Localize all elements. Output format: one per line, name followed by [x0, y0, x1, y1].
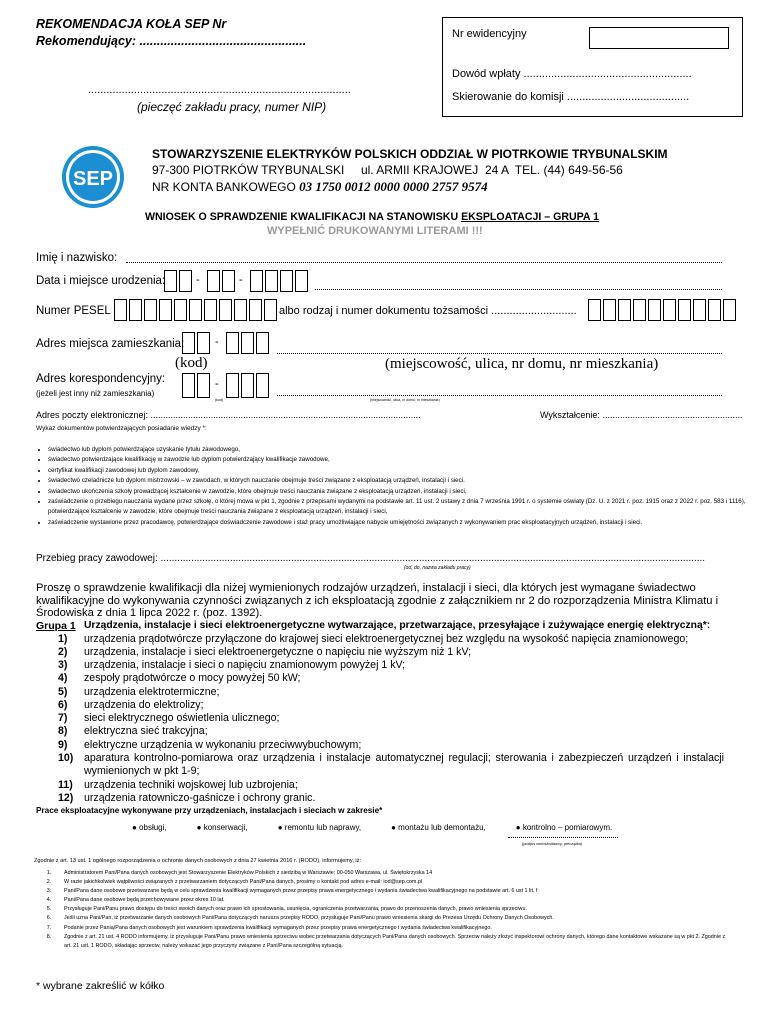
- org-address: 97-300 PIOTRKÓW TRYBUNALSKI ul. ARMII KRAJOWEJ 24 A TEL. (44) 649-56-56: [152, 163, 623, 177]
- group-item-4[interactable]: [34, 672, 724, 685]
- org-name: STOWARZYSZENIE ELEKTRYKÓW POLSKICH ODDZIAŁ W PIOTRKOWIE TRYBUNALSKIM: [152, 147, 668, 161]
- document-item: • certyfikat kwalifikacji zawodowej lub dyplom zawodowy,: [48, 466, 748, 476]
- document-item: • świadectwo czeladnicze lub dyplom mistrzowski – w zawodach, w których nauczanie obejmuje treści związane z eksploatacją urządzeń, instalacji i sieci.: [48, 476, 748, 486]
- pesel-label: Numer PESEL: [36, 305, 111, 317]
- document-item: • świadectwo ukończenia szkoły prowadzącej kształcenie w zawodzie, które obejmuje treści nauczania związane z eksploatacją urządzeń, instalacji i sieci,: [48, 487, 748, 497]
- group-item-3[interactable]: [34, 659, 724, 672]
- work-history-label: Przebieg pracy zawodowej: ....................................................................................................................................................................................................: [36, 553, 706, 564]
- correspondence-address-field[interactable]: [277, 395, 722, 396]
- rodo-item: 8. Zgodnie z art. 21 ust. 4 RODO informujemy, iż przysługuje Pani/Panu prawo wniesienia sprzeciwu wobec przetwarzania dotyczących Pani/Pana danych osobowych. Sprzeciw należy złożyć inspektorowi ochrony danych, którego dane kontaktowe wskazane są w pkt 2. Zgodnie z art. 21 ust. 1 RODO, składając sprzeciw, należy wskazać jego przyczyny związane z Pani/Pana szczególną sytuacją.: [46, 933, 726, 949]
- group-item-5[interactable]: [34, 686, 724, 699]
- document-item: • zaświadczenie wystawione przez pracodawcę, potwierdzające doświadczenie zawodowe i staż pracy umożliwiające nabycie umiejętności związanych z wykonywaniem prac eksploatacyjnych urządzeń, instalacji i sieci.: [48, 518, 748, 528]
- group-item-9[interactable]: [34, 739, 724, 752]
- bank-number: 03 1750 0012 0000 0000 2757 9574: [299, 179, 488, 194]
- pesel-cells[interactable]: [114, 299, 279, 321]
- item-number: 3): [58, 659, 68, 671]
- rodo-intro: Zgodnie z art. 13 ust. 1 ogólnego rozporządzenia o ochronie danych osobowych z dnia 27 kwietnia 2016 r. (RODO), informujemy, iż:: [34, 858, 361, 864]
- birth-year-cells[interactable]: [250, 270, 310, 292]
- works-title: Prace eksploatacyjne wykonywane przy urządzeniach, instalacjach i sieciach w zakresie*: [36, 806, 383, 815]
- birth-month-cells[interactable]: [207, 270, 237, 292]
- item-text: urządzenia prądotwórcze przyłączone do krajowej sieci elektroenergetycznej bez względu na wysokość napięcia znamionowego;: [84, 633, 689, 645]
- item-number: 6): [58, 699, 68, 711]
- rodo-list: [34, 869, 734, 951]
- item-text: urządzenia ratowniczo-gaśnicze i ochrony granic.: [84, 792, 316, 804]
- group-item-11[interactable]: [34, 779, 724, 792]
- document-item: • zaświadczenie o przebiegu nauczania wydane przez szkołę, o której mowa w pkt 1, zgodnie z przepisami wydanymi na podstawie art. 11 ust. 2 ustawy z dnia 7 września 1991 r. o systemie oświaty (Dz. U. z 2021 r. poz. 1915 oraz z 2022 r. poz. 583 i 1116), potwierdzające kształcenie w zawodzie, które obejmuje treści nauczania związane z eksploatacją urządzeń, instalacji i sieci,: [48, 497, 748, 518]
- group-title: Urządzenia, instalacje i sieci elektroenergetyczne wytwarzające, przetwarzające, przesyłające i zużywające energię elektryczną*:: [84, 620, 711, 631]
- signature-field[interactable]: [508, 837, 618, 838]
- item-text: aparatura kontrolno-pomiarowa oraz urządzenia i instalacje automatycznej regulacji; sterowania i zabezpieczeń urządzeń i instalacji wymienionych w pkt 1-9;: [84, 752, 724, 777]
- item-text: sieci elektrycznego oświetlenia ulicznego;: [84, 712, 280, 724]
- recommender-label: Rekomendujący: ................................................: [36, 34, 307, 48]
- form-title-group: EKSPLOATACJI – GRUPA 1: [461, 211, 599, 223]
- documents-list: [36, 445, 748, 528]
- item-number: 4): [58, 672, 68, 684]
- commission-referral-label: Skierowanie do komisji ........................................: [452, 91, 690, 103]
- corr-zip-dash: -: [215, 378, 219, 390]
- item-text: urządzenia techniki wojskowej lub uzbrojenia;: [84, 779, 298, 791]
- full-name-label: Imię i nazwisko:: [36, 252, 118, 264]
- document-item: • świadectwo potwierdzające kwalifikację w zawodzie lub dyplom potwierdzający kwalifikacje zawodowe,: [48, 455, 748, 465]
- org-bank-account: [152, 179, 488, 195]
- address-caption: (miejscowość, ulica, nr domu, nr mieszkania): [385, 356, 659, 372]
- request-text: Proszę o sprawdzenie kwalifikacji dla niżej wymienionych rodzajów urządzeń, instalacji i sieci, dla których jest wymagane świadectwo kwalifikacyjne do wykonywania czynności związanych z ich eksploatacją zgodnie z załącznikiem nr 2 do rozporządzenia Ministra Klimatu i Środowiska z dnia 1 lipca 2022 r. (poz. 1392).: [36, 582, 719, 620]
- id-document-label: albo rodzaj i numer dokumentu tożsamości ............................: [279, 305, 577, 317]
- birth-day-cells[interactable]: [164, 270, 194, 292]
- item-number: 5): [58, 686, 68, 698]
- zip-caption: (kod): [175, 355, 208, 371]
- item-text: urządzenia elektrotermiczne;: [84, 686, 220, 698]
- zip-dash: -: [215, 336, 219, 348]
- group-item-7[interactable]: [34, 712, 724, 725]
- item-text: urządzenia, instalacje i sieci o napięciu znamionowym powyżej 1 kV;: [84, 659, 406, 671]
- form-title-prefix: WNIOSEK O SPRAWDZENIE KWALIFIKACJI NA STANOWISKU: [145, 211, 462, 223]
- correspondence-zip-2-cells[interactable]: [226, 373, 271, 398]
- registry-number-label: Nr ewidencyjny: [452, 28, 527, 40]
- group-item-10[interactable]: [34, 752, 724, 778]
- work-option[interactable]: ● obsługi,: [132, 823, 167, 832]
- item-number: 1): [58, 633, 68, 645]
- item-number: 12): [58, 792, 74, 804]
- item-number: 7): [58, 712, 68, 724]
- bank-label: NR KONTA BANKOWEGO: [152, 180, 300, 194]
- group-item-6[interactable]: [34, 699, 724, 712]
- address-zip-2-cells[interactable]: [226, 332, 271, 354]
- work-history-caption: (od, do, nazwa zakładu pracy): [404, 565, 471, 571]
- id-document-cells[interactable]: [588, 299, 738, 321]
- form-subtitle: WYPEŁNIĆ DRUKOWANYMI LITERAMI !!!: [267, 225, 483, 237]
- work-option[interactable]: ● montażu lub demontażu,: [391, 823, 486, 832]
- registry-number-field[interactable]: [589, 27, 729, 49]
- item-text: urządzenia do elektrolizy;: [84, 699, 204, 711]
- rodo-item: 7. Podanie przez Panią/Pana danych osobowych jest warunkiem sprawdzenia kwalifikacji wymaganych przez przepisy prawa energetycznego i wydania świadectwa kwalifikacyjnego.: [46, 924, 492, 931]
- address-zip-1-cells[interactable]: [182, 332, 212, 354]
- rodo-item: 2. W razie jakichkolwiek wątpliwości związanych z przetwarzaniem dotyczących Pani/Pana danych, prosimy o kontakt pod adres e-mail: iod@sep.com.pl: [46, 879, 423, 886]
- group-label: Grupa 1: [36, 620, 76, 632]
- sep-logo: [61, 145, 125, 209]
- work-option[interactable]: ● konserwacji,: [196, 823, 248, 832]
- birth-place-field[interactable]: [315, 289, 722, 290]
- work-option[interactable]: ● kontrolno – pomiarowym.: [515, 823, 613, 832]
- full-name-field[interactable]: [126, 262, 722, 263]
- corr-zip-caption: (kod): [215, 398, 223, 402]
- education-label: Wykształcenie: ........................................................: [540, 410, 743, 420]
- work-option[interactable]: ● remontu lub naprawy,: [277, 823, 362, 832]
- recommendation-number-label: REKOMENDACJA KOŁA SEP Nr: [36, 17, 227, 31]
- document-item: • świadectwo lub dyplom potwierdzające uzyskanie tytułu zawodowego,: [48, 445, 748, 455]
- corr-address-caption: (miejscowość, ulica, nr domu, nr mieszkania): [370, 398, 440, 402]
- email-label: Adres poczty elektronicznej: ............................................................................................................: [36, 410, 421, 420]
- correspondence-address-note: (jeżeli jest inny niż zamieszkania): [36, 389, 155, 398]
- rodo-item: 4. Pani/Pana dane osobowe będą przechowywane przez okres 10 lat.: [46, 897, 225, 904]
- payment-proof-label: Dowód wpłaty .......................................................: [452, 68, 692, 80]
- footnote: * wybrane zakreślić w kółko: [36, 980, 165, 992]
- address-label: Adres miejsca zamieszkania:: [36, 338, 185, 350]
- rodo-item: 6. Jeśli uzna Pani/Pan, iż przetwarzanie danych osobowych Pani/Pana dotyczących narusza przepisy RODO, przysługuje Pani/Panu prawo wniesienia skargi do Prezesa Urzędu Ochrony Danych Osobowych.: [46, 915, 554, 922]
- item-number: 11): [58, 779, 73, 791]
- correspondence-address-label: Adres korespondencyjny:: [36, 373, 166, 385]
- item-number: 9): [58, 739, 68, 751]
- group-item-2[interactable]: [34, 646, 724, 659]
- sep-logo-text: SEP: [72, 168, 114, 190]
- correspondence-zip-1-cells[interactable]: [182, 373, 212, 398]
- birth-label: Data i miejsce urodzenia:: [36, 275, 166, 287]
- documents-intro: Wykaz dokumentów potwierdzających posiadanie wiedzy *:: [36, 425, 207, 432]
- group-item-1[interactable]: [34, 633, 724, 646]
- rodo-item: 1. Administratorem Pani/Pana danych osobowych jest Stowarzyszenie Elektryków Polskich z siedzibą w Warszawie; 00-050 Warszawa, ul. Świętokrzyska 14: [46, 870, 433, 876]
- birth-dash-1: -: [196, 274, 200, 286]
- signature-caption: (podpis wnioskodawcy, pieczątka): [522, 841, 583, 846]
- item-text: zespoły prądotwórcze o mocy powyżej 50 kW;: [84, 672, 301, 684]
- stamp-caption: (pieczęć zakładu pracy, numer NIP): [137, 100, 327, 114]
- rodo-item: 3. Pani/Pana dane osobowe przetwarzane będą w celu sprawdzenia kwalifikacji wymaganych przez przepisy prawa energetycznego i wydania świadectwa kwalifikacyjnego na podstawie art. 6 ust 1 lit. f: [46, 888, 538, 895]
- rodo-item: 5. Przysługuje Pani/Panu prawo dostępu do treści swoich danych oraz prawo ich sprostowania, usunięcia, ograniczenia przetwarzania, prawo do przenoszenia danych, prawo wniesienia sprzeciwu.: [46, 906, 527, 913]
- birth-dash-2: -: [239, 274, 243, 286]
- item-text: elektryczne urządzenia w wykonaniu przeciwwybuchowym;: [84, 739, 362, 751]
- address-field[interactable]: [277, 353, 722, 354]
- stamp-dots: ......................................................................................: [88, 84, 351, 96]
- works-options: [132, 823, 612, 832]
- item-number: 8): [58, 725, 68, 737]
- item-text: elektryczna sieć trakcyjna;: [84, 725, 208, 737]
- form-title: [145, 211, 599, 223]
- item-text: urządzenia, instalacje i sieci elektroenergetyczne o napięciu nie wyższym niż 1 kV;: [84, 646, 472, 658]
- item-number: 10): [58, 752, 74, 764]
- item-number: 2): [58, 646, 68, 658]
- group-item-12[interactable]: [34, 792, 724, 805]
- office-use-box: [442, 17, 743, 117]
- group-item-8[interactable]: [34, 725, 724, 738]
